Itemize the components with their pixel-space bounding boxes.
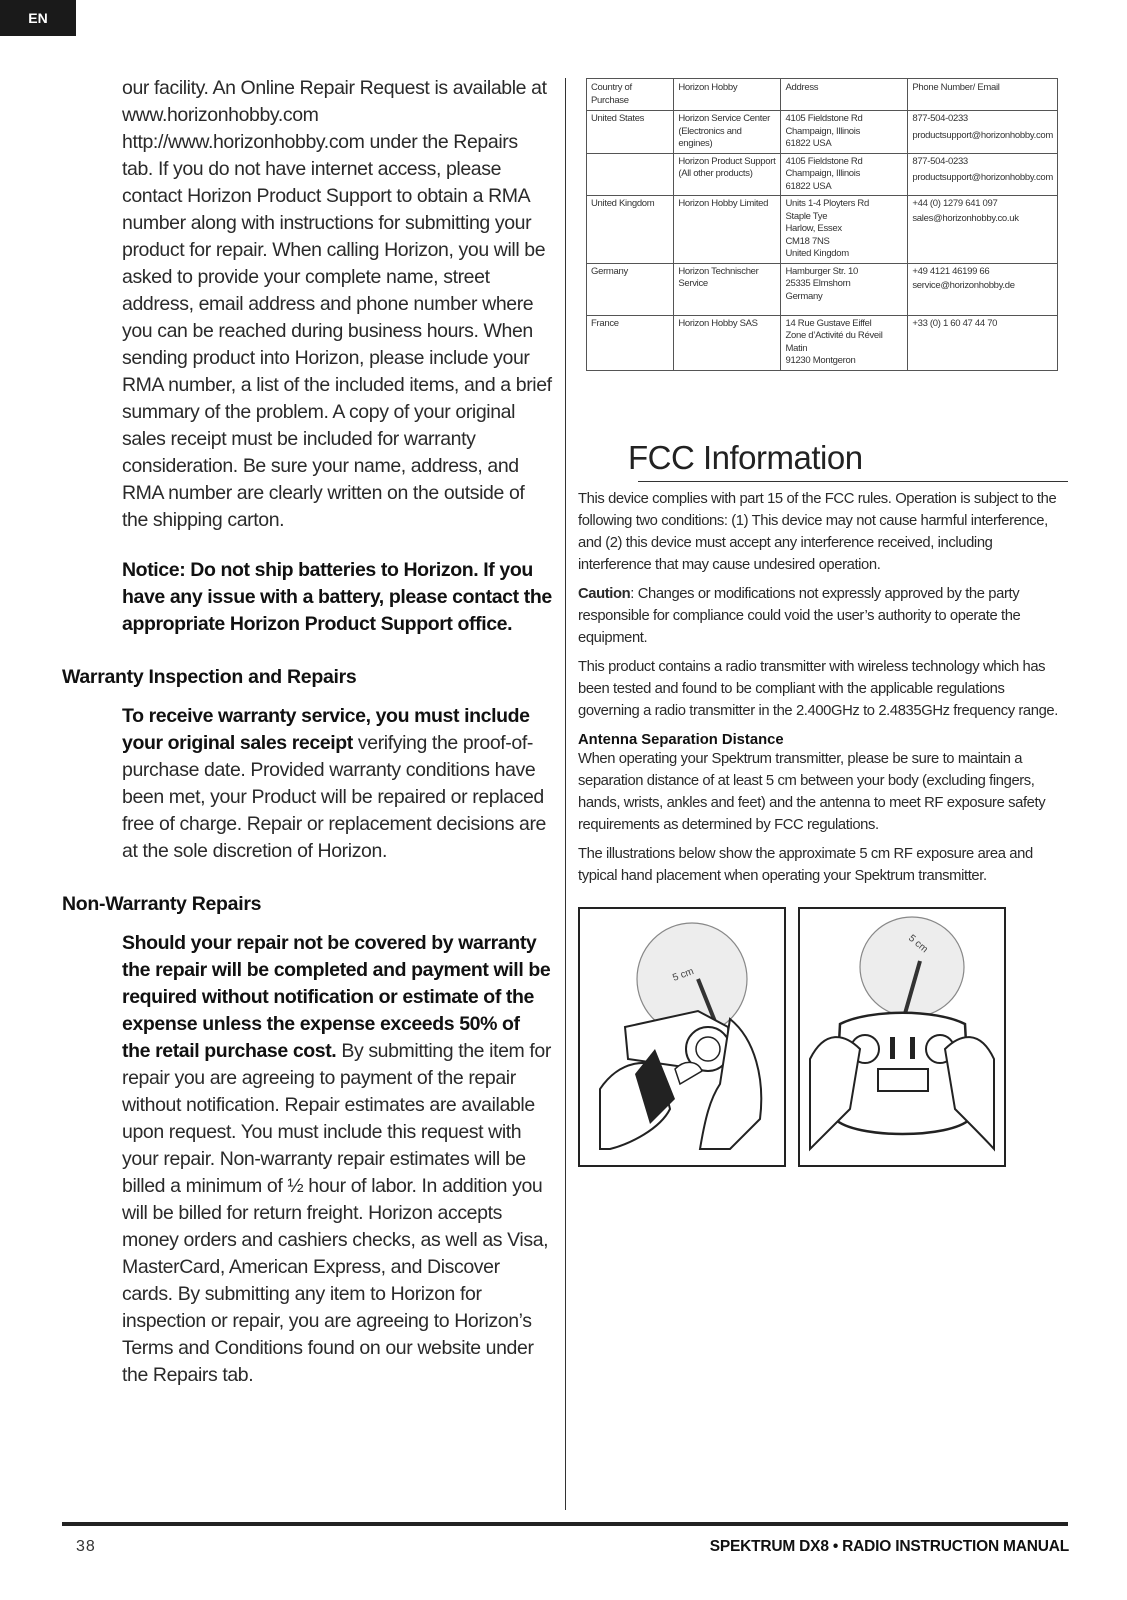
caution-text: : Changes or modifications not expressly approved by the party responsible for compliance could void the user’s authority to operate the equipment. bbox=[578, 585, 1021, 646]
nonwarranty-heading: Non-Warranty Repairs bbox=[62, 893, 262, 915]
contact-cell: +49 4121 46199 66 service@horizonhobby.de bbox=[908, 263, 1058, 315]
page-number: 38 bbox=[76, 1538, 96, 1555]
right-column bbox=[578, 78, 1068, 1167]
table-header-cell: Address bbox=[781, 79, 908, 111]
office-cell: Horizon Service Center (Electronics and engines) bbox=[674, 111, 781, 154]
table-row bbox=[587, 153, 1058, 196]
office-cell: Horizon Hobby Limited bbox=[674, 196, 781, 264]
country-cell: France bbox=[587, 315, 674, 370]
contact-cell: +33 (0) 1 60 47 44 70 bbox=[908, 315, 1058, 370]
antenna-paragraph: When operating your Spektrum transmitter, please be sure to maintain a separation distance of at least 5 cm between your body (excluding fingers, hands, wrists, ankles and feet) and the antenna to meet RF exposure safety requirements as determined by FCC regulations. bbox=[578, 750, 1046, 833]
contact-cell: 877-504-0233 productsupport@horizonhobby.com bbox=[908, 153, 1058, 196]
contact-table bbox=[586, 78, 1058, 371]
nonwarranty-bold-text: Should your repair not be covered by warranty the repair will be completed and payment will be required without notification or estimate of the expense unless the expense exceeds 50% of the retail purchase cost. bbox=[122, 932, 551, 1062]
distance-label: 5 cm bbox=[671, 965, 696, 984]
footer-rule bbox=[62, 1522, 1068, 1526]
warranty-heading: Warranty Inspection and Repairs bbox=[62, 666, 357, 688]
fcc-caution-paragraph bbox=[578, 583, 1068, 649]
contact-cell: 877-504-0233 productsupport@horizonhobby.com bbox=[908, 111, 1058, 154]
table-header-cell: Horizon Hobby bbox=[674, 79, 781, 111]
transmitter-front-illustration bbox=[800, 909, 1004, 1165]
table-row bbox=[587, 196, 1058, 264]
country-cell bbox=[587, 153, 674, 196]
office-cell: Horizon Hobby SAS bbox=[674, 315, 781, 370]
office-cell: Horizon Technischer Service bbox=[674, 263, 781, 315]
address-cell: 4105 Fieldstone Rd Champaign, Illinois 61822 USA bbox=[781, 153, 908, 196]
column-divider bbox=[565, 78, 566, 1510]
battery-notice: Notice: Do not ship batteries to Horizon. If you have any issue with a battery, please contact the appropriate Horizon Product Support office. bbox=[122, 559, 552, 635]
table-header-row bbox=[587, 79, 1058, 111]
table-row bbox=[587, 111, 1058, 154]
illustration-side-view bbox=[578, 907, 786, 1167]
email-link[interactable]: productsupport@horizonhobby.com bbox=[912, 172, 1053, 183]
repair-intro-paragraph: our facility. An Online Repair Request is available at www.horizonhobby.com http://www.horizonhobby.com under the Repairs tab. If you do not have internet access, please contact Horizon Product Support to obtain a RMA number along with instructions for submitting your product for repair. When calling Horizon, you will be asked to provide your complete name, street address, email address and phone number where you can be reached during business hours. When sending product into Horizon, please include your RMA number, a list of the included items, and a brief summary of the problem. A copy of your original sales receipt must be included for warranty consideration. Be sure your name, address, and RMA number are clearly written on the outside of the shipping carton. bbox=[122, 77, 552, 531]
email-link[interactable]: sales@horizonhobby.co.uk bbox=[912, 212, 1019, 224]
office-cell: Horizon Product Support (All other products) bbox=[674, 153, 781, 196]
address-cell: 14 Rue Gustave Eiffel Zone d’Activité du Réveil Matin 91230 Montgeron bbox=[781, 315, 908, 370]
country-cell: Germany bbox=[587, 263, 674, 315]
country-cell: United Kingdom bbox=[587, 196, 674, 264]
table-header-cell: Country of Purchase bbox=[587, 79, 674, 111]
caution-label: Caution bbox=[578, 585, 631, 602]
fcc-transmitter-paragraph: This product contains a radio transmitter with wireless technology which has been tested and found to be compliant with the applicable regulations governing a radio transmitter in the 2.400GHz to 2.4835GHz frequency range. bbox=[578, 658, 1058, 719]
nonwarranty-text: By submitting the item for repair you are agreeing to payment of the repair without notification. Repair estimates are available upon request. You must include this request with your repair. Non-warranty repair estimates will be billed a minimum of ½ hour of labor. In addition you will be billed for return freight. Horizon accepts money orders and cashiers checks, as well as Visa, MasterCard, American Express, and Discover cards. By submitting any item to Horizon for inspection or repair, you are agreeing to Horizon’s Terms and Conditions found on our website under the Repairs tab. bbox=[122, 1040, 551, 1386]
distance-label: 5 cm bbox=[906, 932, 930, 955]
transmitter-side-illustration bbox=[580, 909, 784, 1165]
email-link[interactable]: service@horizonhobby.de bbox=[912, 280, 1015, 291]
fcc-title: FCC Information bbox=[628, 438, 863, 476]
language-tab: EN bbox=[0, 0, 76, 36]
email-link[interactable]: productsupport@horizonhobby.com bbox=[912, 129, 1053, 141]
table-header-cell: Phone Number/ Email bbox=[908, 79, 1058, 111]
illustration-row bbox=[578, 907, 1068, 1167]
fcc-title-rule bbox=[638, 481, 1068, 482]
warranty-text: verifying the proof-of-purchase date. Provided warranty conditions have been met, your Product will be repaired or replaced free of charge. Repair or replacement decisions are at the sole discretion of Horizon. bbox=[122, 732, 546, 862]
address-cell: Units 1-4 Ployters Rd Staple Tye Harlow, Essex CM18 7NS United Kingdom bbox=[781, 196, 908, 264]
table-row bbox=[587, 315, 1058, 370]
address-cell: Hamburger Str. 10 25335 Elmshorn Germany bbox=[781, 263, 908, 315]
illustration-caption: The illustrations below show the approximate 5 cm RF exposure area and typical hand placement when operating your Spektrum transmitter. bbox=[578, 845, 1033, 884]
country-cell: United States bbox=[587, 111, 674, 154]
table-row bbox=[587, 263, 1058, 315]
contact-cell: +44 (0) 1279 641 097 sales@horizonhobby.co.uk bbox=[908, 196, 1058, 264]
illustration-front-view bbox=[798, 907, 1006, 1167]
antenna-heading: Antenna Separation Distance bbox=[578, 731, 784, 748]
left-column bbox=[62, 75, 552, 1389]
address-cell: 4105 Fieldstone Rd Champaign, Illinois 61822 USA bbox=[781, 111, 908, 154]
warranty-bold-text: To receive warranty service, you must include your original sales receipt bbox=[122, 705, 530, 754]
warranty-paragraph bbox=[122, 703, 552, 865]
manual-title: SPEKTRUM DX8 • RADIO INSTRUCTION MANUAL bbox=[709, 1538, 1069, 1555]
fcc-compliance-paragraph: This device complies with part 15 of the FCC rules. Operation is subject to the following two conditions: (1) This device may not cause harmful interference, and (2) this device must accept any interference received, including interference that may cause undesired operation. bbox=[578, 490, 1057, 573]
nonwarranty-paragraph bbox=[122, 930, 552, 1389]
